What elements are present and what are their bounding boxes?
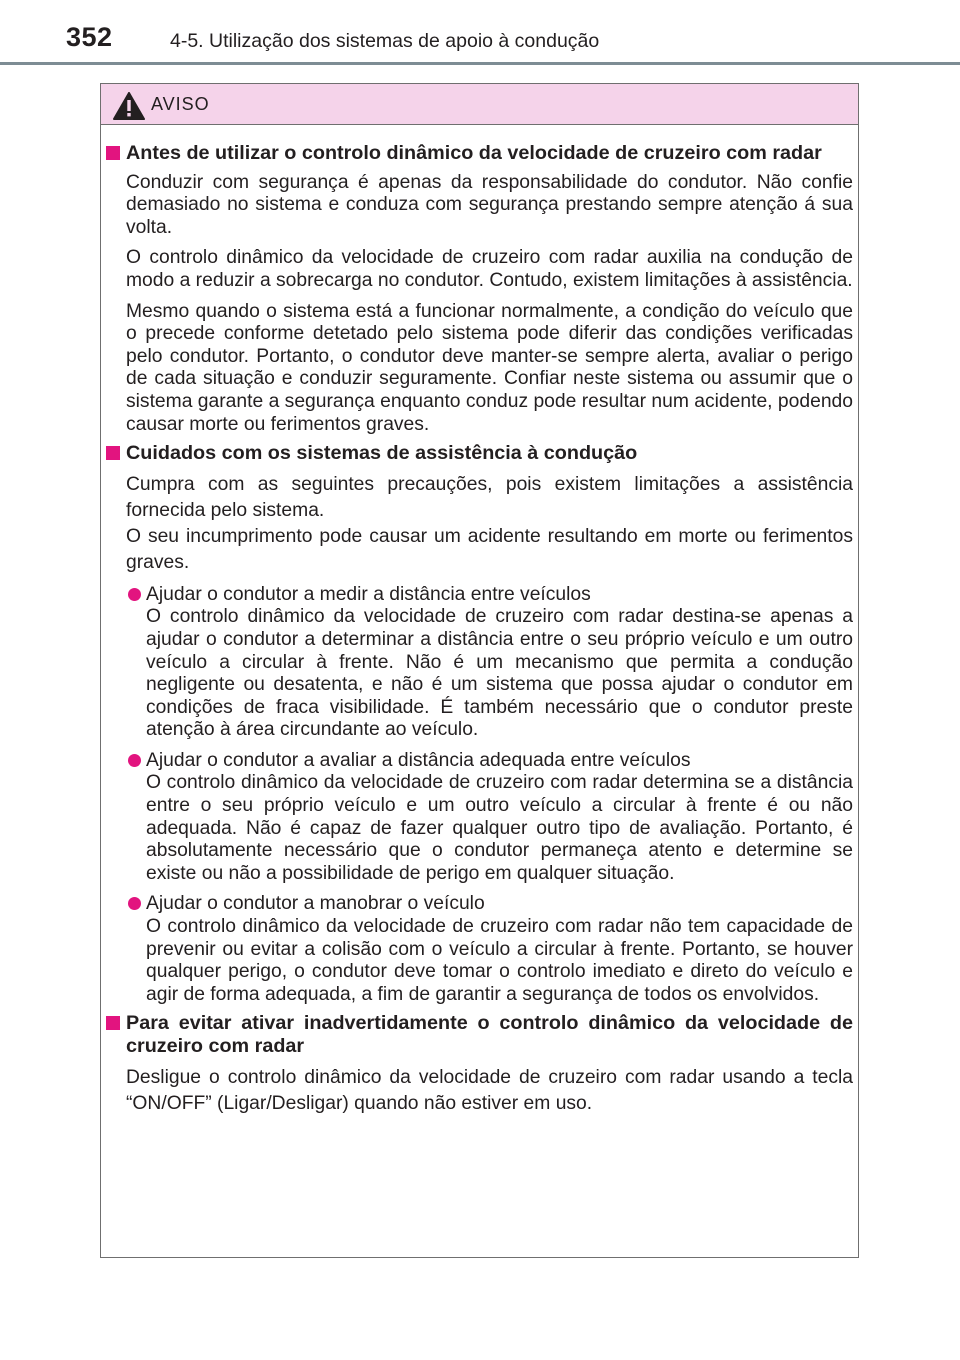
paragraph: O seu incumprimento pode causar um acidente resultando em morte ou ferimentos graves. (126, 525, 853, 573)
warning-box (100, 83, 859, 1258)
warning-content (101, 142, 858, 1123)
paragraph: O controlo dinâmico da velocidade de cruzeiro com radar auxilia na condução de modo a reduzir a sobrecarga no condutor. Contudo, existem limitações à assistência. (126, 247, 853, 291)
paragraph: Conduzir com segurança é apenas da responsabilidade do condutor. Não confie demasiado no sistema e conduza com segurança prestando sempre atenção á sua volta. (126, 171, 853, 238)
bullet-item (126, 584, 853, 742)
warning-item-avoid-activation (101, 1012, 858, 1116)
warning-item-assistance-care (101, 442, 858, 1006)
item-title: Cuidados com os sistemas de assistência à condução (126, 442, 638, 465)
bullet-title: Ajudar o condutor a avaliar a distância adequada entre veículos (146, 749, 691, 771)
paragraph: Mesmo quando o sistema está a funcionar normalmente, a condição do veículo que o precede conforme detetado pelo sistema pode diferir das condições verificadas pelo condutor. Portanto, o condutor deve manter-se sempre alerta, avaliar o perigo de cada situação e conduzir seguramente. Confiar neste sistema ou assumir que o sistema garante a segurança enquanto conduz pode resultar num acidente, podendo causar morte ou ferimentos graves. (126, 300, 853, 435)
bullet-text: O controlo dinâmico da velocidade de cruzeiro com radar destina-se apenas a ajudar o condutor a determinar a distância entre o seu próprio veículo e um outro veículo a circular à frente. Não é um mecanismo que permita a condução negligente ou desatenta, e não é um sistema que possa ajudar o condutor em condições de fraca visibilidade. É também necessário que o condutor preste atenção à área circundante ao veículo. (146, 606, 853, 741)
page-header (0, 0, 960, 66)
pink-square-icon (106, 1016, 120, 1030)
bullet-title: Ajudar o condutor a manobrar o veículo (146, 893, 485, 915)
bullet-item (126, 750, 853, 886)
header-rule (0, 62, 960, 65)
pink-square-icon (106, 446, 120, 460)
pink-circle-icon (128, 588, 141, 601)
warning-header (101, 84, 858, 125)
item-title: Para evitar ativar inadvertidamente o controlo dinâmico da velocidade de cruzeiro com radar (126, 1012, 853, 1057)
warning-label: AVISO (151, 93, 210, 114)
bullet-title: Ajudar o condutor a medir a distância entre veículos (146, 583, 591, 605)
bullet-text: O controlo dinâmico da velocidade de cruzeiro com radar determina se a distância entre o seu próprio veículo e um outro veículo a circular à frente é ou não adequada. Não é capaz de fazer qualquer outro tipo de avaliação. Portanto, é absolutamente necessário que o condutor permaneça atento e determine se existe ou não a possibilidade de perigo em qualquer situação. (146, 772, 853, 884)
paragraph: Desligue o controlo dinâmico da velocidade de cruzeiro com radar usando a tecla “ON/OFF” (Ligar/Desligar) quando não estiver em uso. (126, 1066, 853, 1114)
warning-item-before-use (101, 142, 858, 436)
pink-square-icon (106, 146, 120, 160)
bullet-item (126, 893, 853, 1006)
item-title: Antes de utilizar o controlo dinâmico da velocidade de cruzeiro com radar (126, 142, 822, 164)
pink-circle-icon (128, 754, 141, 767)
bullet-text: O controlo dinâmico da velocidade de cruzeiro com radar não tem capacidade de prevenir ou evitar a colisão com o veículo a circular à frente. Portanto, se houver qualquer perigo, o condutor deve tomar o controlo imediato e direto do veículo e agir de forma adequada, a fim de garantir a segurança de todos os envolvidos. (146, 916, 853, 1005)
warning-triangle-icon (113, 92, 145, 120)
pink-circle-icon (128, 897, 141, 910)
paragraph: Cumpra com as seguintes precauções, pois existem limitações a assistência fornecida pelo sistema. (126, 473, 853, 521)
page-number: 352 (66, 22, 113, 52)
section-title: 4-5. Utilização dos sistemas de apoio à condução (170, 30, 600, 52)
